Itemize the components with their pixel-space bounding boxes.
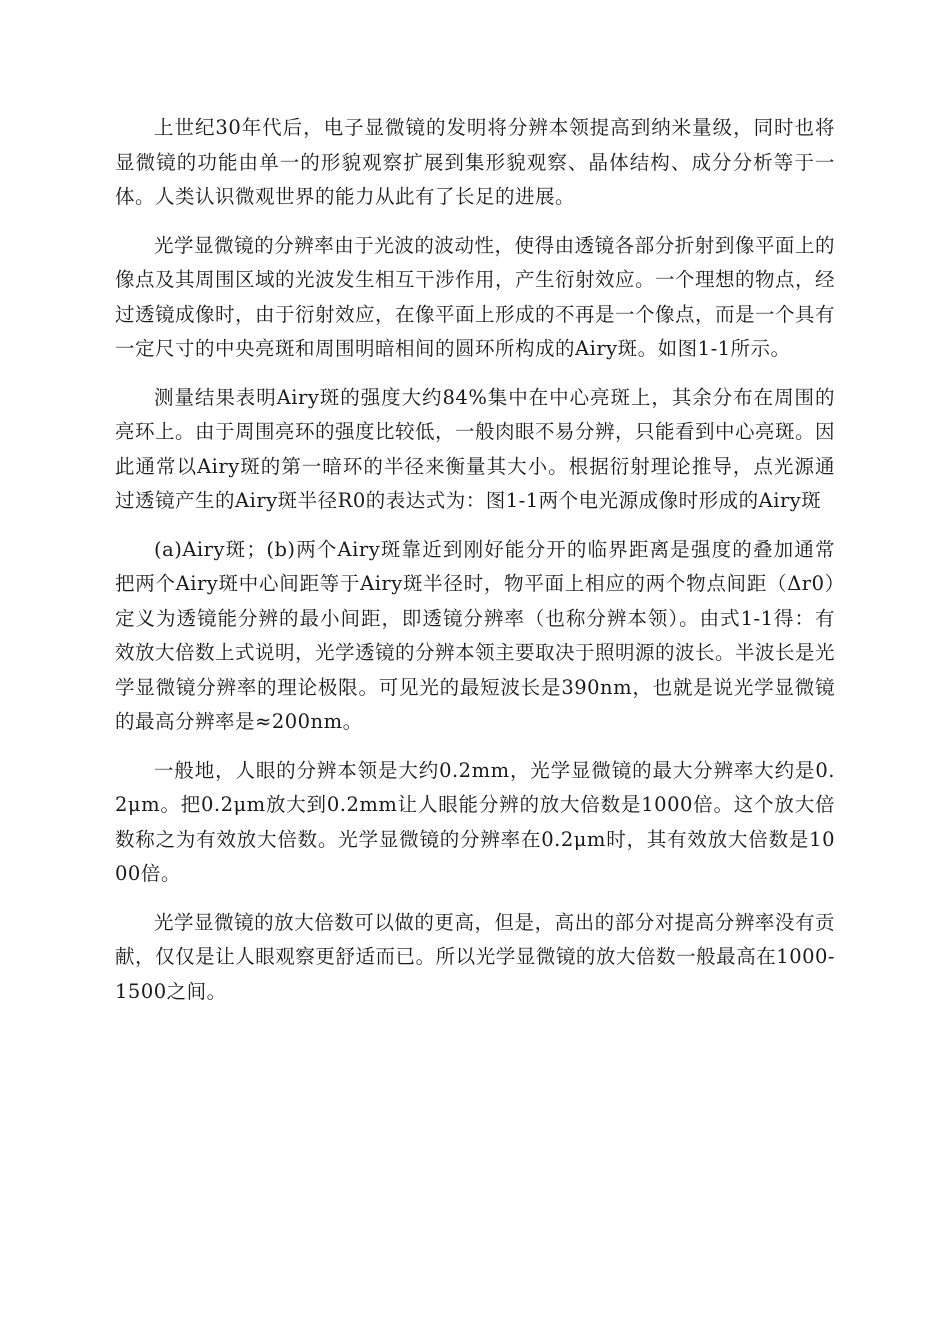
paragraph-magnification-limit: 光学显微镜的放大倍数可以做的更高，但是，高出的部分对提高分辨率没有贡献，仅仅是让人眼观察更舒适而已。所以光学显微镜的放大倍数一般最高在1000-1500之间。 xyxy=(115,910,835,1003)
paragraph-effective-magnification: 一般地，人眼的分辨本领是大约0.2mm，光学显微镜的最大分辨率大约是0.2μm。把0.2μm放大到0.2mm让人眼能分辨的放大倍数是1000倍。这个放大倍数称之为有效放大倍数。光学显微镜的分辨率在0.2μm时，其有效放大倍数是1000倍。 xyxy=(115,758,835,885)
paragraph-optical-resolution: 光学显微镜的分辨率由于光波的波动性，使得由透镜各部分折射到像平面上的像点及其周围区域的光波发生相互干涉作用，产生衍射效应。一个理想的物点，经过透镜成像时，由于衍射效应，在像平面上形成的不再是一个像点，而是一个具有一定尺寸的中央亮斑和周围明暗相间的圆环所构成的Airy斑。如图1-1所示。 xyxy=(115,233,836,360)
paragraph-resolution-definition: (a)Airy斑；(b)两个Airy斑靠近到刚好能分开的临界距离是强度的叠加通常把两个Airy斑中心间距等于Airy斑半径时，物平面上相应的两个物点间距（Δr0）定义为透镜能分辨的最小间距，即透镜分辨率（也称分辨本领）。由式1-1得：有效放大倍数上式说明，光学透镜的分辨本领主要取决于照明源的波长。半波长是光学显微镜分辨率的理论极限。可见光的最短波长是390nm，也就是说光学显微镜的最高分辨率是≈200nm。 xyxy=(115,537,836,733)
paragraph-airy-disk-measurement: 测量结果表明Airy斑的强度大约84%集中在中心亮斑上，其余分布在周围的亮环上。由于周围亮环的强度比较低，一般肉眼不易分辨，只能看到中心亮斑。因此通常以Airy斑的第一暗环的半径来衡量其大小。根据衍射理论推导，点光源通过透镜产生的Airy斑半径R0的表达式为：图1-1两个电光源成像时形成的Airy斑 xyxy=(115,385,836,512)
paragraph-electron-microscope: 上世纪30年代后，电子显微镜的发明将分辨本领提高到纳米量级，同时也将显微镜的功能由单一的形貌观察扩展到集形貌观察、晶体结构、成分分析等于一体。人类认识微观世界的能力从此有了长足的进展。 xyxy=(115,116,835,208)
document-body xyxy=(115,111,835,1023)
